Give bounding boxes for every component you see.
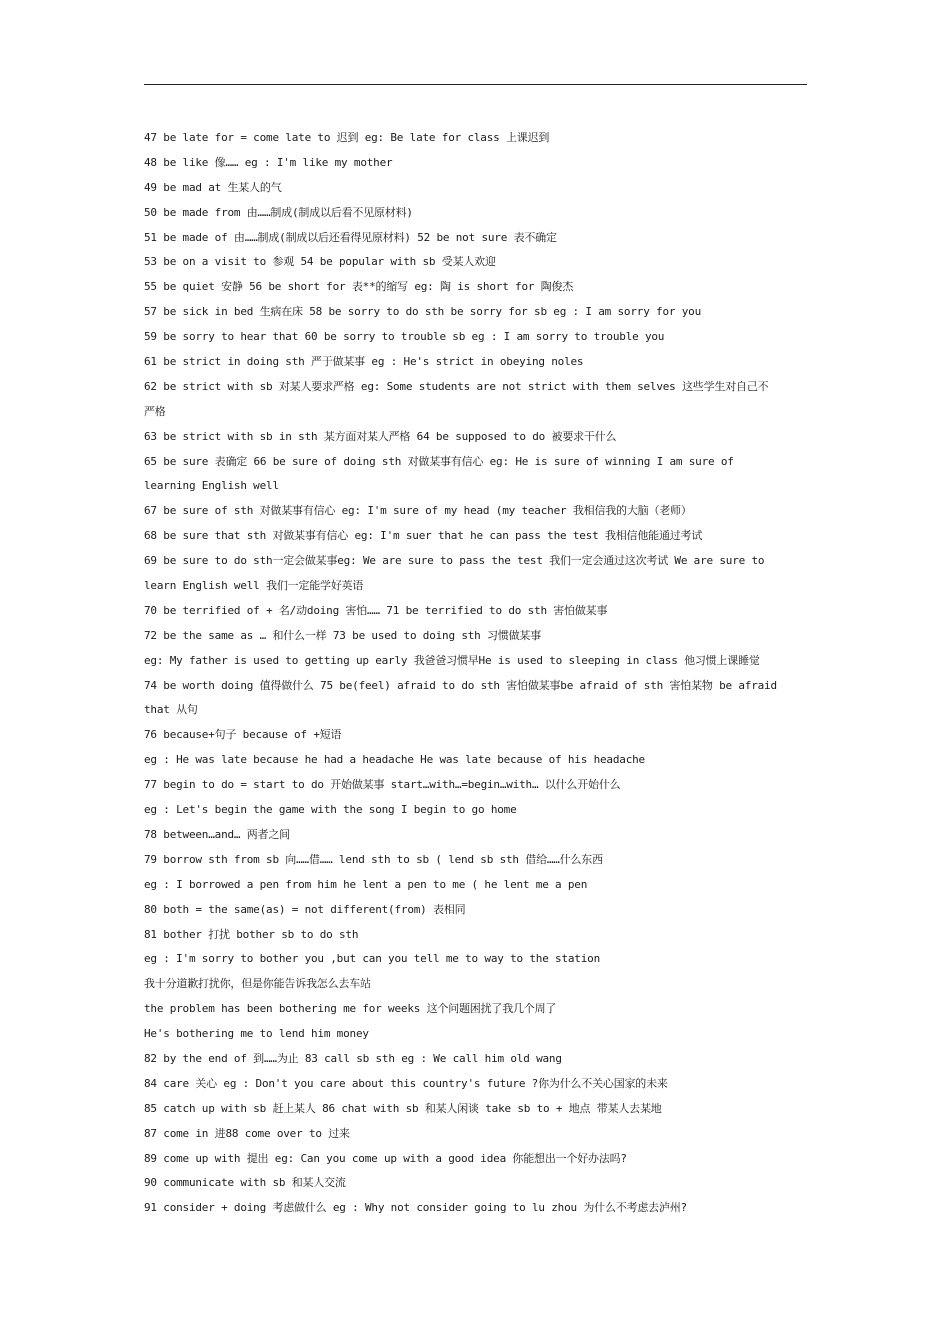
text-line: 47 be late for = come late to 迟到 eg: Be late for class 上课迟到 — [144, 131, 550, 144]
text-line: eg: My father is used to getting up early 我爸爸习惯早He is used to sleeping in class 他习惯上课睡觉 — [144, 653, 760, 667]
text-line: 82 by the end of 到……为止 83 call sb sth eg : We call him old wang — [144, 1051, 562, 1065]
text-line: 我十分道歉打扰你，但是你能告诉我怎么去车站 — [144, 977, 371, 991]
text-line: 74 be worth doing 值得做什么 75 be(feel) afraid to do sth 害怕做某事be afraid of sth 害怕某物 be afraid — [144, 678, 777, 692]
text-line: 90 communicate with sb 和某人交流 — [144, 1176, 346, 1190]
text-line: 85 catch up with sb 赶上某人 86 chat with sb 和某人闲谈 take sb to + 地点 带某人去某地 — [144, 1101, 662, 1115]
text-line: 49 be mad at 生某人的气 — [144, 180, 282, 194]
text-line: 65 be sure 表确定 66 be sure of doing sth 对做某事有信心 eg: He is sure of winning I am sure of — [144, 454, 734, 468]
text-line: 89 come up with 提出 eg: Can you come up with a good idea 你能想出一个好办法吗? — [144, 1151, 627, 1165]
text-line: 81 bother 打扰 bother sb to do sth — [144, 927, 359, 941]
text-line: 67 be sure of sth 对做某事有信心 eg: I'm sure of my head (my teacher 我相信我的大脑（老师） — [144, 504, 692, 518]
text-line: 69 be sure to do sth一定会做某事eg: We are sure to pass the test 我们一定会通过这次考试 We are sure to — [144, 554, 765, 568]
text-line: 48 be like 像…… eg : I'm like my mother — [144, 155, 393, 169]
text-line: 87 come in 进88 come over to 过来 — [144, 1126, 350, 1140]
text-line: eg : Let's begin the game with the song I begin to go home — [144, 803, 517, 817]
text-line: eg : I'm sorry to bother you ,but can you tell me to way to the station — [144, 952, 601, 966]
text-line: 78 between…and… 两者之间 — [144, 827, 290, 841]
text-line: that 从句 — [144, 703, 198, 717]
text-line: 55 be quiet 安静 56 be short for 表**的缩写 eg: 陶 is short for 陶俊杰 — [144, 280, 574, 294]
text-line: 72 be the same as … 和什么一样 73 be used to doing sth 习惯做某事 — [144, 628, 542, 642]
text-line: 80 both = the same(as) = not different(from) 表相同 — [144, 902, 466, 916]
text-line: 57 be sick in bed 生病在床 58 be sorry to do sth be sorry for sb eg : I am sorry for you — [144, 305, 702, 319]
text-line: 62 be strict with sb 对某人要求严格 eg: Some students are not strict with them selves 这些学生对自己不 — [144, 379, 769, 393]
text-line: 84 care 关心 eg : Don't you care about this country's future ?你为什么不关心国家的未来 — [144, 1076, 668, 1090]
text-line: 严格 — [144, 404, 166, 418]
text-line: learning English well — [144, 479, 279, 493]
text-line: 79 borrow sth from sb 向……借…… lend sth to sb ( lend sb sth 借给……什么东西 — [144, 852, 603, 866]
text-line: eg : I borrowed a pen from him he lent a pen to me ( he lent me a pen — [144, 877, 588, 891]
text-line: He's bothering me to lend him money — [144, 1027, 369, 1041]
content-body — [144, 126, 810, 1221]
text-line: 91 consider + doing 考虑做什么 eg : Why not consider going to lu zhou 为什么不考虑去泸州? — [144, 1201, 687, 1215]
text-line: learn English well 我们一定能学好英语 — [144, 579, 364, 593]
text-line: 68 be sure that sth 对做某事有信心 eg: I'm suer that he can pass the test 我相信他能通过考试 — [144, 529, 703, 543]
text-line: 77 begin to do = start to do 开始做某事 start…with…=begin…with… 以什么开始什么 — [144, 778, 621, 792]
text-line: 70 be terrified of + 名/动doing 害怕…… 71 be terrified to do sth 害怕做某事 — [144, 603, 608, 617]
text-line: 53 be on a visit to 参观 54 be popular with sb 受某人欢迎 — [144, 255, 496, 269]
text-line: 59 be sorry to hear that 60 be sorry to trouble sb eg : I am sorry to trouble you — [144, 330, 665, 344]
text-line: 76 because+句子 because of +短语 — [144, 728, 342, 742]
text-line: 61 be strict in doing sth 严于做某事 eg : He's strict in obeying noles — [144, 355, 584, 369]
text-line: 63 be strict with sb in sth 某方面对某人严格 64 be supposed to do 被要求干什么 — [144, 429, 617, 443]
text-line: the problem has been bothering me for weeks 这个问题困扰了我几个周了 — [144, 1002, 557, 1016]
header-rule — [144, 84, 807, 85]
text-line: eg : He was late because he had a headache He was late because of his headache — [144, 753, 645, 767]
text-line: 51 be made of 由……制成(制成以后还看得见原材料) 52 be not sure 表不确定 — [144, 230, 557, 244]
text-line: 50 be made from 由……制成(制成以后看不见原材料) — [144, 205, 413, 219]
